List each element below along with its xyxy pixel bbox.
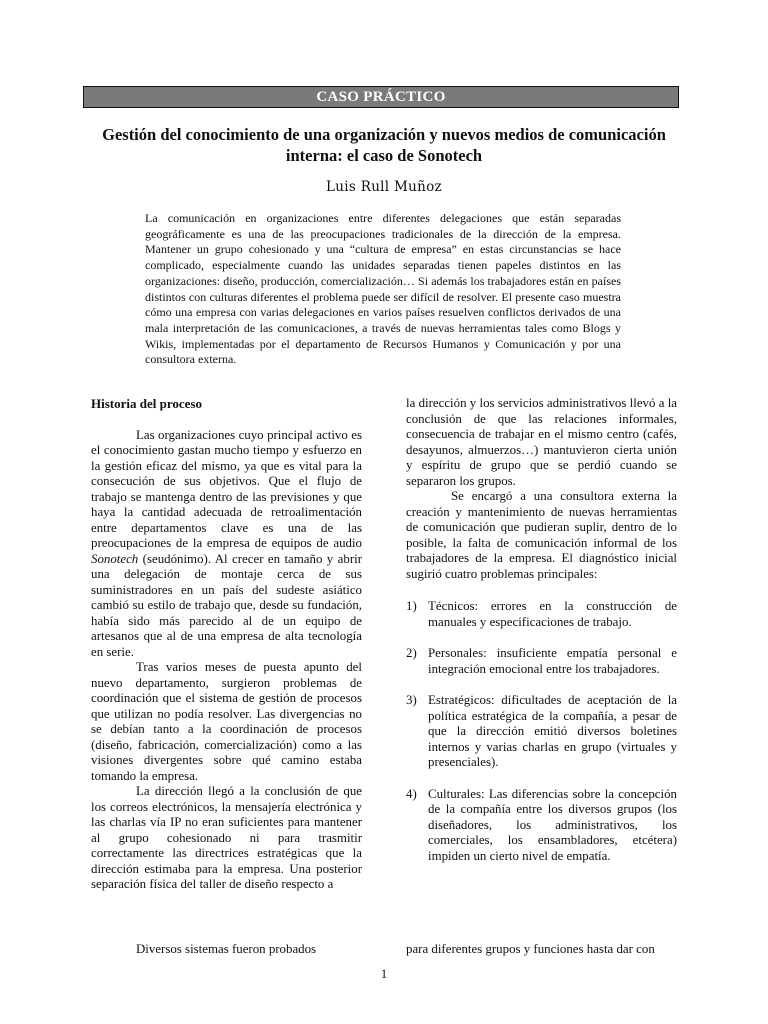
left-column — [91, 396, 362, 893]
section-banner: CASO PRÁCTICO — [83, 86, 679, 108]
article-title: Gestión del conocimiento de una organización y nuevos medios de comunicación interna: el caso de Sonotech — [102, 125, 666, 165]
body-paragraph: la dirección y los servicios administrativos llevó a la conclusión de que las relaciones informales, consecuencia de trabajar en el mismo centro (cafés, desayunos, almuerzos…) mantuvieron cierta unión y espíritu de grupo que se perdió cuando se separaron los grupos. — [406, 396, 677, 488]
abstract: La comunicación en organizaciones entre diferentes delegaciones que están separadas geográficamente es una de las preocupaciones tradicionales de la dirección de la empresa. Mantener un grupo cohesionado y una “cultura de empresa” en estas circunstancias se hace complicado, especialmente cuando las unidades separadas tienen papeles distintos en las organizaciones: diseño, producción, comercialización… Si además los trabajadores están en países distintos con culturas diferentes el problema puede ser difícil de resolver. El presente caso muestra cómo una empresa con varias delegaciones en varios países resuelven conflictos derivados de una mala interpretación de las comunicaciones, a través de nuevas herramientas tales como Blogs y Wikis, implementadas por el departamento de Recursos Humanos y Comunicación y por una consultora externa. — [145, 211, 621, 367]
list-item-text: Culturales: Las diferencias sobre la concepción de la compañía entre los diversos grupos (los diseñadores, los administrativos, los comerciales, los ensambladores, etcétera) impiden un cierto nivel de empatía. — [428, 786, 677, 863]
list-number: 2) — [406, 646, 417, 660]
list-item-text: Técnicos: errores en la construcción de manuales y especificaciones de trabajo. — [428, 599, 677, 629]
list-item-text: Estratégicos: dificultades de aceptación de la política estratégica de la compañía, a pesar de que la dirección emitió diversos boletines internos y varias charlas en grupo (virtuales y presenciales). — [428, 693, 677, 769]
paragraph-text: Las organizaciones cuyo principal activo es el conocimiento gastan mucho tiempo y esfuerzo en la gestión eficaz del mismo, ya que es vital para la consecución de sus objetivos. Que el flujo de trabajo se mantenga dentro de las previsiones y que haya la cantidad adecuada de retroalimentación entre departamentos clave es una de las preocupaciones de la empresa de equipos de audio — [91, 427, 362, 550]
list-item — [406, 646, 677, 677]
body-paragraph: La dirección llegó a la conclusión de que los correos electrónicos, la mensajería electrónica y las charlas vía IP no eran suficientes para mantener al grupo cohesionado ni para trasmitir correctamente las directrices estratégicas que la dirección estimaba para la empresa. Una posterior separación física del taller de diseño respecto a — [91, 784, 362, 891]
body-paragraph: Tras varios meses de puesta apunto del nuevo departamento, surgieron problemas de coordinación que el sistema de gestión de procesos que utilizan no podía resolver. Las divergencias no se debían tanto a la coordinación de procesos (diseño, fabricación, comercialización) como a las visiones divergentes sobre qué camino estaba tomando la empresa. — [91, 660, 362, 783]
paragraph-text: (seudónimo). Al crecer en tamaño y abrir una delegación de montaje cerca de sus suministradores en un país del sudeste asiático cambió su estilo de trabajo que, desde su fundación, había sido más parecido al de un equipo de artesanos que al de una empresa de alta tecnología en serie. — [91, 551, 362, 659]
list-number: 4) — [406, 786, 417, 801]
body-paragraph: Se encargó a una consultora externa la creación y mantenimiento de nuevas herramientas de comunicación que pudieran suplir, dentro de lo posible, la falta de comunicación informal de los trabajadores de la empresa. El diagnóstico inicial sugirió cuatro problemas principales: — [406, 489, 677, 581]
right-column — [406, 396, 677, 880]
author-name: Luis Rull Muñoz — [326, 179, 442, 195]
list-item — [406, 599, 677, 630]
continued-text-left: Diversos sistemas fueron probados — [136, 942, 317, 956]
company-name: Sonotech — [91, 551, 139, 566]
list-item-text: Personales: insuficiente empatía personal e integración emocional entre los trabajadores. — [428, 646, 677, 676]
problems-list — [406, 599, 677, 864]
body-paragraph — [91, 428, 362, 661]
list-item — [406, 693, 677, 771]
list-number: 1) — [406, 599, 417, 613]
page-number: 1 — [380, 966, 388, 981]
list-number: 3) — [406, 693, 417, 707]
continued-text-right: para diferentes grupos y funciones hasta dar con — [406, 942, 655, 956]
list-item — [406, 787, 677, 865]
section-heading: Historia del proceso — [91, 396, 202, 411]
